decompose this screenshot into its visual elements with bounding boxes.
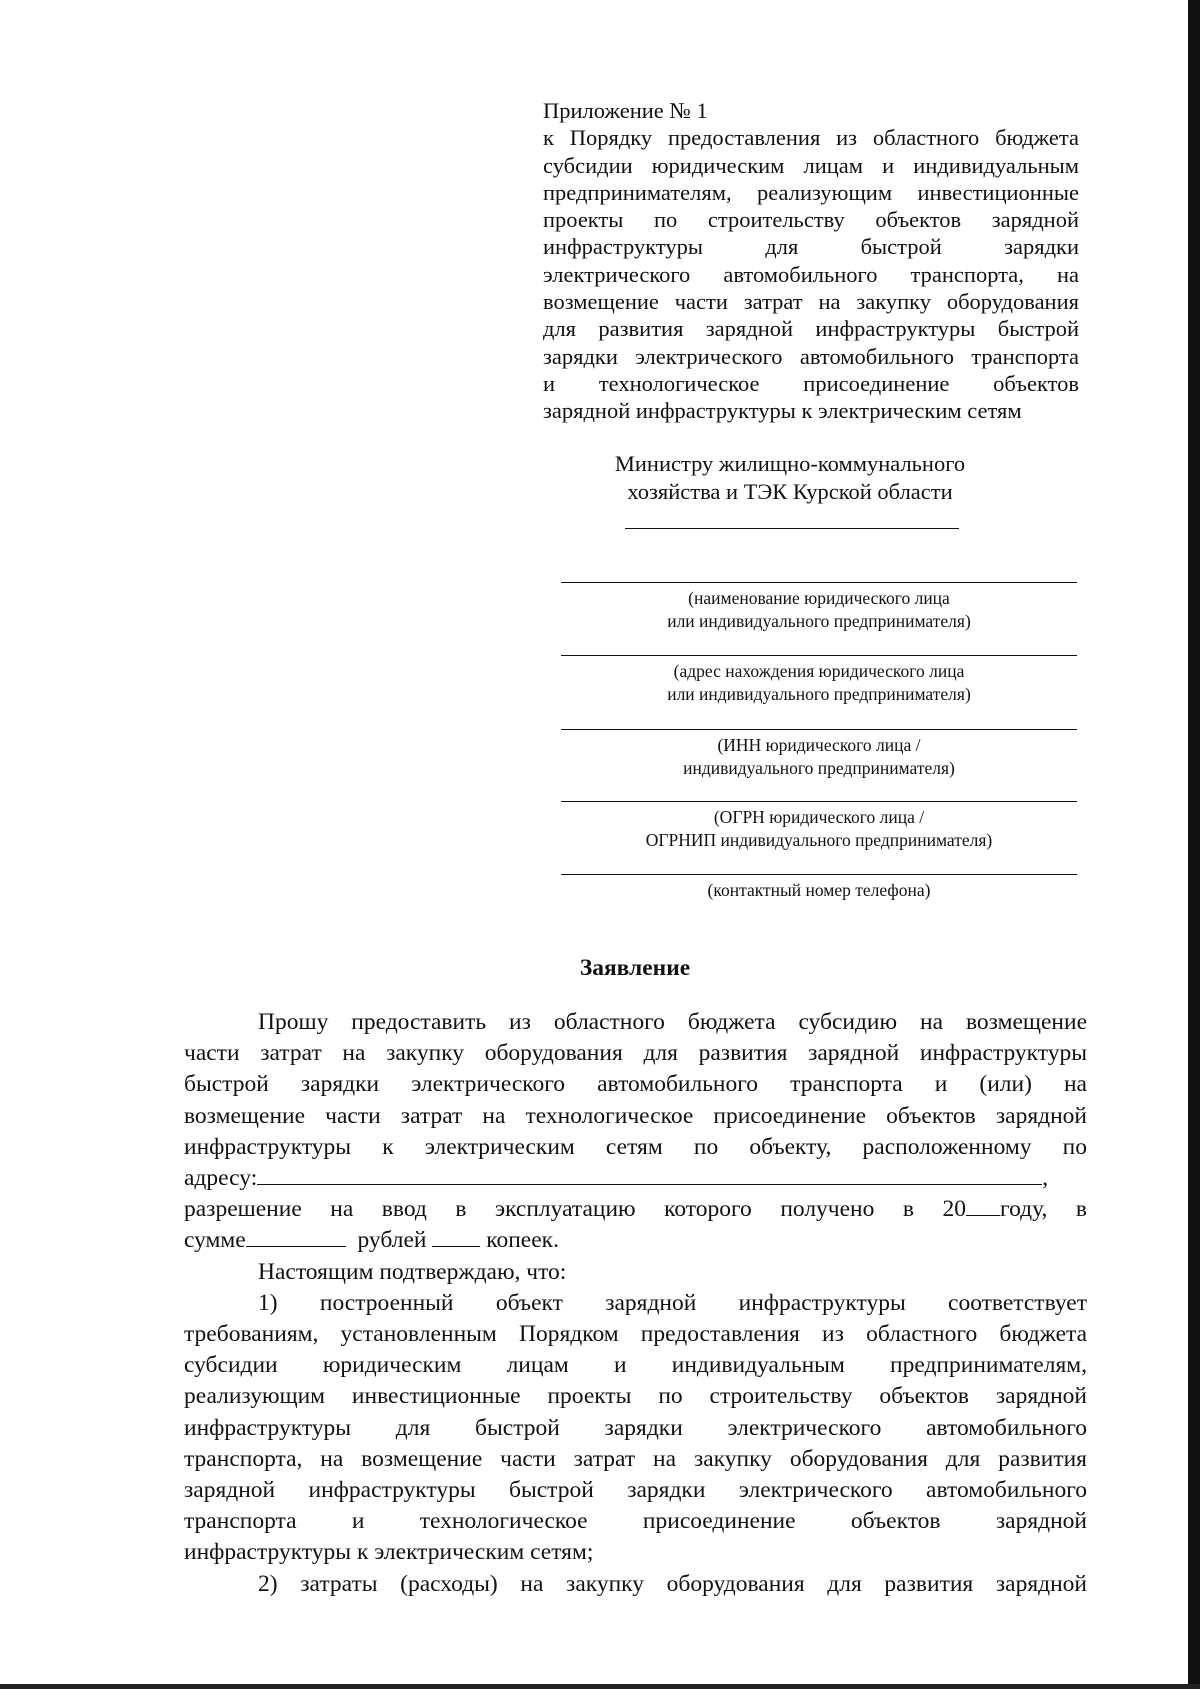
item1-line: транспорта и технологическое присоединение объектов зарядной bbox=[184, 1508, 1087, 1535]
appendix-line: для развития зарядной инфраструктуры быстрой bbox=[543, 316, 1079, 342]
appendix-line: электрического автомобильного транспорта, на bbox=[543, 261, 1079, 287]
recipient-name-blank[interactable] bbox=[625, 528, 959, 529]
permit-text: разрешение на ввод в эксплуатацию которого получено в 20 bbox=[184, 1196, 967, 1223]
appendix-line: проекты по строительству объектов зарядной bbox=[543, 207, 1079, 233]
paragraph-line: быстрой зарядки электрического автомобильного транспорта и (или) на bbox=[184, 1071, 1087, 1098]
field-caption: или индивидуального предпринимателя) bbox=[667, 611, 971, 631]
item1-line: транспорта, на возмещение части затрат на закупку оборудования для развития bbox=[184, 1445, 1087, 1472]
permit-year-suffix: году, в bbox=[1000, 1196, 1088, 1223]
field-inn[interactable] bbox=[561, 729, 1077, 780]
paragraph-line: Прошу предоставить из областного бюджета субсидию на возмещение bbox=[258, 1009, 1087, 1035]
item1-line: реализующим инвестиционные проекты по строительству объектов зарядной bbox=[184, 1383, 1087, 1410]
item2-line: 2) затраты (расходы) на закупку оборудования для развития зарядной bbox=[258, 1570, 1087, 1597]
appendix-header bbox=[543, 97, 1079, 425]
field-caption: (наименование юридического лица bbox=[688, 588, 950, 608]
field-blank-line[interactable] bbox=[561, 655, 1077, 656]
paragraph-line: возмещение части затрат на технологическое присоединение объектов зарядной bbox=[184, 1102, 1087, 1129]
field-blank-line[interactable] bbox=[561, 729, 1077, 730]
appendix-line: субсидии юридическим лицам и индивидуальным bbox=[543, 152, 1079, 178]
field-applicant-address[interactable] bbox=[561, 655, 1077, 706]
field-caption: ОГРНИП индивидуального предпринимателя) bbox=[645, 830, 993, 850]
kopecks-label: копеек. bbox=[486, 1227, 559, 1254]
field-caption: (ИНН юридического лица / bbox=[717, 735, 921, 755]
permit-line bbox=[184, 1194, 1087, 1225]
item1-line: 1) построенный объект зарядной инфраструктуры соответствует bbox=[258, 1289, 1087, 1316]
recipient-block bbox=[560, 450, 1020, 506]
statement-title: Заявление bbox=[579, 955, 691, 981]
address-blank[interactable] bbox=[257, 1164, 1042, 1185]
address-end: , bbox=[1042, 1165, 1049, 1192]
kopecks-blank[interactable] bbox=[432, 1226, 480, 1247]
paragraph-line: части затрат на закупку оборудования для развития зарядной инфраструктуры bbox=[184, 1040, 1087, 1067]
item1-line: субсидии юридическим лицам и индивидуальным предпринимателям, bbox=[184, 1352, 1087, 1379]
field-blank-line[interactable] bbox=[561, 874, 1077, 875]
rubles-label: рублей bbox=[357, 1227, 427, 1254]
field-blank-line[interactable] bbox=[561, 582, 1077, 583]
appendix-line: зарядной инфраструктуры к электрическим сетям bbox=[543, 398, 1022, 424]
appendix-line: и технологическое присоединение объектов bbox=[543, 370, 1079, 396]
address-line bbox=[184, 1163, 1087, 1194]
appendix-line: предпринимателям, реализующим инвестиционные bbox=[543, 179, 1079, 205]
field-caption: или индивидуального предпринимателя) bbox=[667, 684, 971, 704]
confirm-line: Настоящим подтверждаю, что: bbox=[258, 1258, 567, 1285]
appendix-heading: Приложение № 1 bbox=[543, 98, 708, 123]
scan-edge-bottom bbox=[0, 1684, 1200, 1689]
item1-line: инфраструктуры для быстрой зарядки электрического автомобильного bbox=[184, 1414, 1087, 1441]
item1-line: зарядной инфраструктуры быстрой зарядки электрического автомобильного bbox=[184, 1477, 1087, 1504]
field-caption: (ОГРН юридического лица / bbox=[713, 807, 925, 827]
appendix-line: инфраструктуры для быстрой зарядки bbox=[543, 234, 1079, 260]
sum-label: сумме bbox=[184, 1227, 246, 1254]
field-blank-line[interactable] bbox=[561, 801, 1077, 802]
sum-line bbox=[184, 1225, 1087, 1256]
field-ogrn[interactable] bbox=[561, 801, 1077, 852]
field-applicant-name[interactable] bbox=[561, 582, 1077, 633]
item1-line: требованиям, установленным Порядком предоставления из областного бюджета bbox=[184, 1321, 1087, 1348]
appendix-line: зарядки электрического автомобильного транспорта bbox=[543, 343, 1079, 369]
appendix-line: к Порядку предоставления из областного бюджета bbox=[543, 125, 1079, 151]
item1-line: инфраструктуры к электрическим сетям; bbox=[184, 1539, 594, 1566]
appendix-line: возмещение части затрат на закупку оборудования bbox=[543, 289, 1079, 315]
scan-edge-right bbox=[1188, 0, 1200, 1689]
appendix-body bbox=[543, 124, 1079, 424]
rubles-blank[interactable] bbox=[246, 1226, 346, 1247]
field-caption: (адрес нахождения юридического лица bbox=[673, 661, 965, 681]
recipient-line-2: хозяйства и ТЭК Курской области bbox=[627, 479, 953, 504]
field-caption: (контактный номер телефона) bbox=[707, 880, 931, 900]
address-label: адресу: bbox=[184, 1165, 258, 1192]
field-phone[interactable] bbox=[561, 874, 1077, 902]
year-blank[interactable] bbox=[966, 1195, 1000, 1216]
recipient-line-1: Министру жилищно-коммунального bbox=[614, 451, 966, 476]
field-caption: индивидуального предпринимателя) bbox=[683, 758, 955, 778]
paragraph-line: инфраструктуры к электрическим сетям по объекту, расположенному по bbox=[184, 1133, 1087, 1160]
statement-body bbox=[184, 1007, 1087, 1600]
